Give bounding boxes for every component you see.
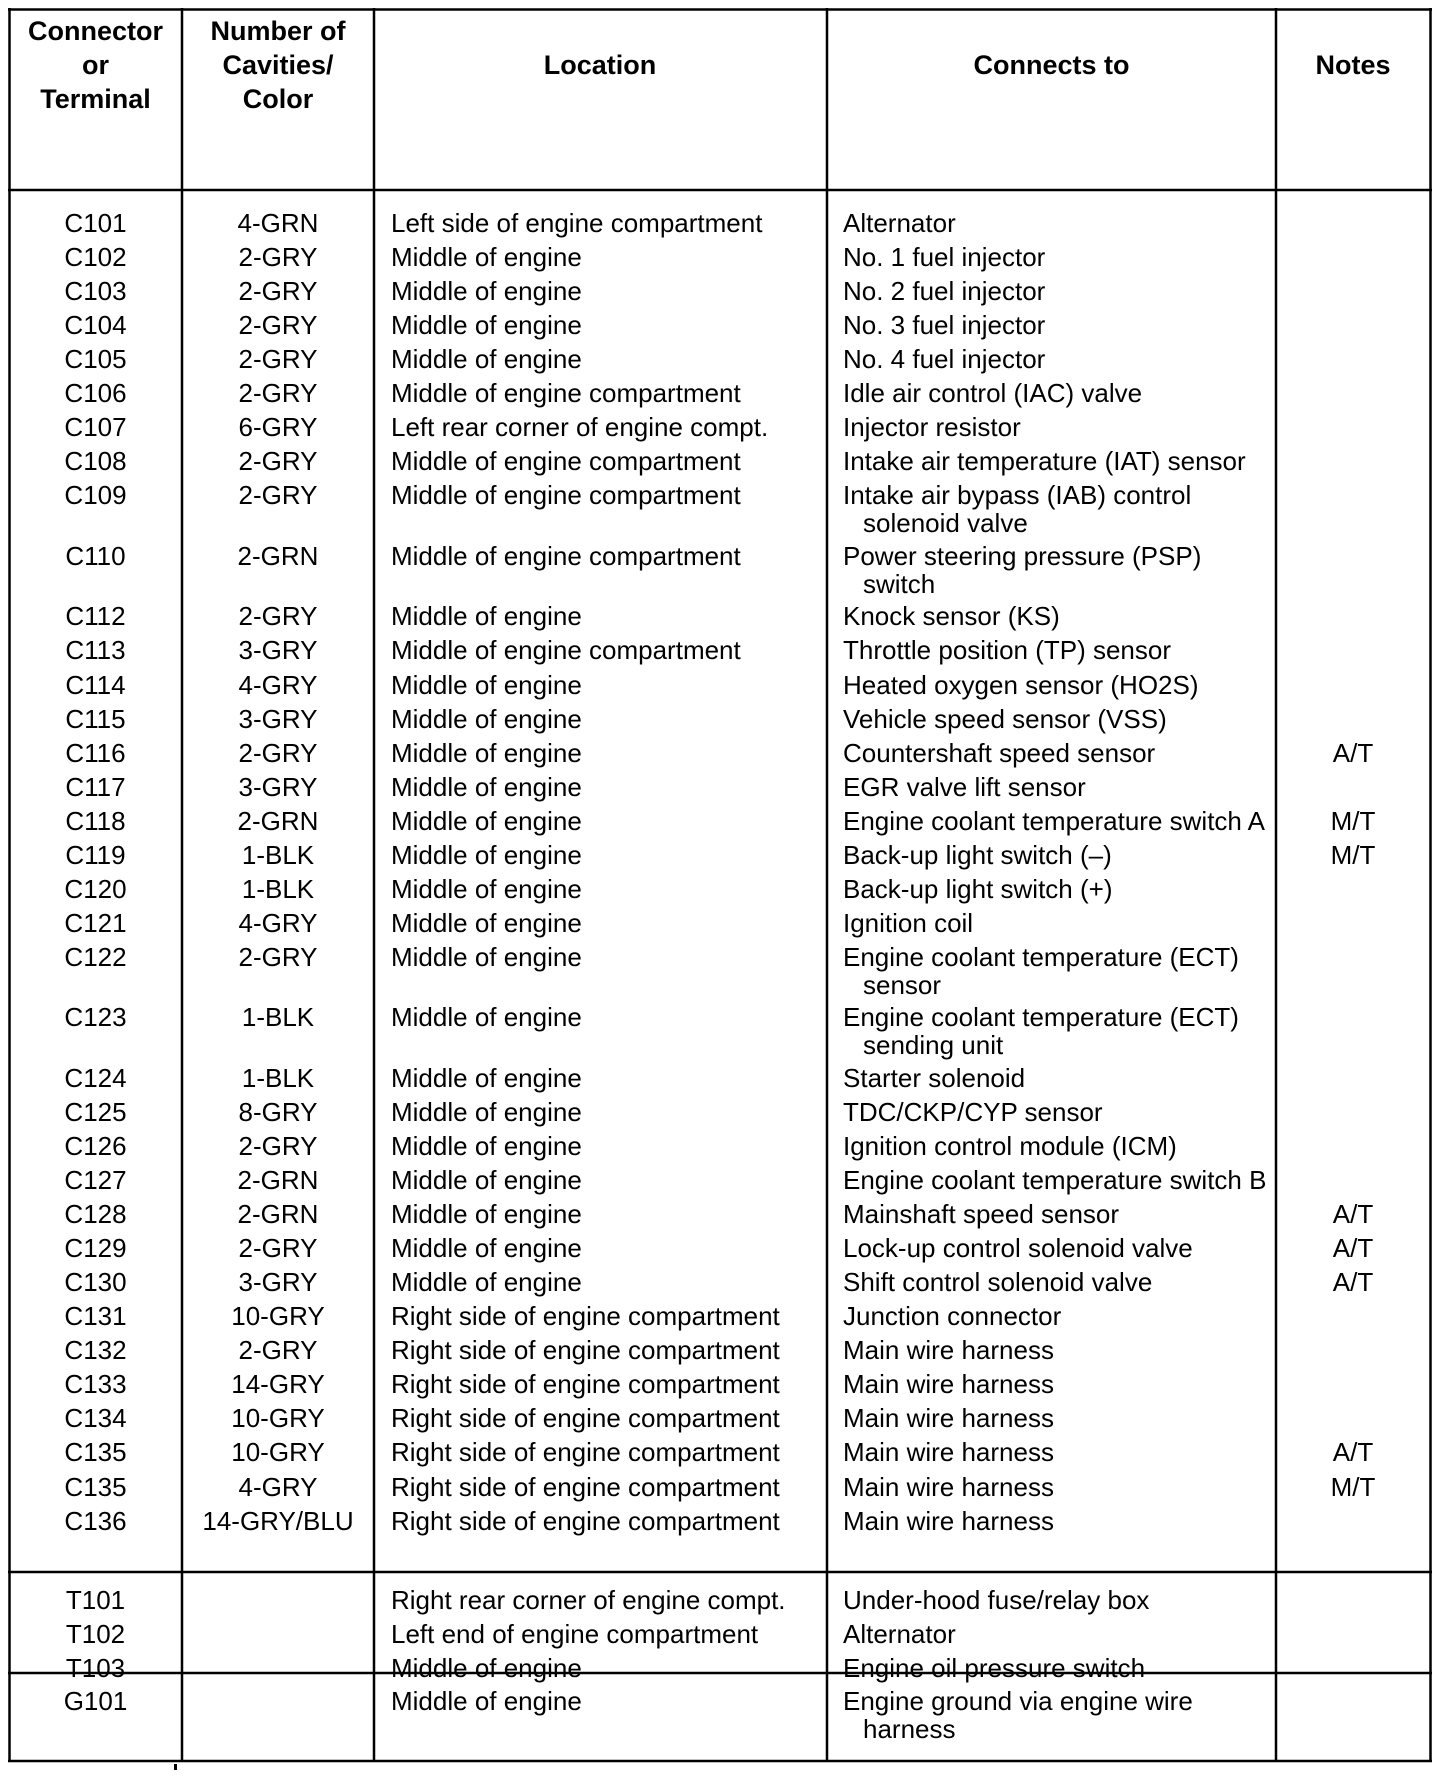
cell-location: Middle of engine	[391, 1686, 582, 1716]
cell-connector-id: C102	[64, 242, 127, 273]
cell-location: Middle of engine	[391, 703, 582, 734]
cell-connector-id: C127	[64, 1165, 127, 1196]
cell-connector-id: C114	[65, 669, 126, 700]
cell-connects-to: Junction connector	[843, 1301, 1062, 1332]
cell-cavities-color: 2-GRY	[238, 737, 318, 768]
cell-cavities-color: 2-GRN	[237, 1165, 319, 1196]
header-line: or	[82, 50, 109, 80]
cell-connects-to: Idle air control (IAC) valve	[843, 378, 1143, 409]
cell-location: Middle of engine	[391, 601, 582, 632]
cell-connects-to: Knock sensor (KS)	[843, 601, 1060, 632]
cell-connector-id: G101	[63, 1686, 128, 1716]
cell-connects-to: Lock-up control solenoid valve	[843, 1233, 1193, 1264]
cell-location: Right side of engine compartment	[391, 1403, 780, 1434]
cell-cavities-color: 1-BLK	[241, 873, 315, 904]
cell-location: Middle of engine	[391, 941, 582, 972]
cell-connector-id: C136	[64, 1505, 127, 1536]
cell-location: Middle of engine	[391, 276, 582, 307]
header-line: Notes	[1315, 50, 1391, 80]
cell-cavities-color: 14-GRY/BLU	[202, 1505, 354, 1536]
cell-connector-id: C106	[64, 378, 127, 409]
cell-connects-to: Main wire harness	[843, 1403, 1054, 1434]
cell-location: Middle of engine	[391, 1062, 582, 1093]
header-line: Terminal	[40, 84, 151, 114]
cell-connector-id: C104	[64, 310, 127, 341]
cell-connector-id: C108	[64, 446, 127, 477]
cell-cavities-color: 14-GRY	[231, 1369, 325, 1400]
cell-location: Middle of engine compartment	[391, 480, 741, 511]
header-line: Connects to	[973, 50, 1130, 80]
cell-connects-to: Intake air temperature (IAT) sensor	[843, 446, 1246, 477]
cell-location: Middle of engine	[391, 1131, 582, 1161]
cell-connector-id: T101	[65, 1585, 126, 1615]
cell-connects-to: Starter solenoid	[843, 1062, 1026, 1093]
cell-cavities-color: 2-GRY	[238, 1335, 318, 1366]
cell-location: Middle of engine	[391, 737, 582, 768]
cell-cavities-color: 2-GRY	[238, 276, 318, 307]
cell-connector-id: C105	[64, 344, 127, 375]
cell-location: Right side of engine compartment	[391, 1437, 780, 1468]
cell-connects-to: Throttle position (TP) sensor	[843, 635, 1172, 666]
cell-connects-to: Mainshaft speed sensor	[843, 1199, 1120, 1230]
cell-connector-id: T102	[65, 1619, 126, 1650]
cell-location: Middle of engine	[391, 669, 582, 700]
cell-connects-to: Heated oxygen sensor (HO2S)	[843, 669, 1199, 700]
cell-notes: A/T	[1332, 737, 1374, 768]
cell-connector-id: C124	[64, 1062, 127, 1093]
cell-notes: A/T	[1332, 1199, 1374, 1230]
connects-to-line: Power steering pressure (PSP)	[843, 540, 1202, 571]
cell-notes: A/T	[1332, 1267, 1374, 1298]
header-line: Number of	[210, 16, 346, 46]
cell-location: Middle of engine	[391, 1096, 582, 1127]
cell-location: Middle of engine	[391, 771, 582, 802]
cell-connector-id: C125	[64, 1096, 127, 1127]
header-line: Location	[543, 50, 657, 80]
cell-location: Middle of engine	[391, 1165, 582, 1196]
cell-connector-id: C112	[65, 601, 126, 632]
cell-cavities-color: 2-GRY	[238, 242, 318, 273]
cell-connects-to: Main wire harness	[843, 1471, 1054, 1502]
cell-connects-to: Ignition control module (ICM)	[843, 1131, 1177, 1161]
cell-cavities-color: 3-GRY	[238, 703, 318, 734]
cell-cavities-color: 8-GRY	[238, 1096, 318, 1127]
header-line: Color	[242, 84, 314, 114]
cell-connects-to: Countershaft speed sensor	[843, 737, 1156, 768]
cell-location: Middle of engine compartment	[391, 446, 741, 477]
cell-connector-id: C131	[64, 1301, 127, 1332]
cell-cavities-color: 3-GRY	[238, 1267, 318, 1298]
cell-location: Right side of engine compartment	[391, 1335, 780, 1366]
cell-connects-to: No. 3 fuel injector	[843, 310, 1046, 341]
cell-location: Right side of engine compartment	[391, 1369, 780, 1400]
cell-location: Middle of engine	[391, 1653, 582, 1684]
cell-connects-to: Shift control solenoid valve	[843, 1267, 1153, 1298]
cell-connector-id: C134	[64, 1403, 127, 1434]
cell-cavities-color: 4-GRY	[238, 907, 318, 938]
cell-connects-to: Engine oil pressure switch	[843, 1653, 1146, 1684]
cell-notes: M/T	[1330, 805, 1376, 836]
connects-to-line: switch	[863, 568, 936, 599]
connects-to-line: Engine coolant temperature (ECT)	[843, 1002, 1239, 1033]
cell-connector-id: C110	[65, 540, 126, 571]
connects-to-line: Intake air bypass (IAB) control	[843, 480, 1192, 511]
cell-location: Left side of engine compartment	[391, 208, 763, 238]
cell-connects-to	[843, 942, 1239, 998]
cell-cavities-color: 4-GRN	[237, 208, 319, 238]
cell-location: Right rear corner of engine compt.	[391, 1585, 786, 1615]
cell-connects-to: Main wire harness	[843, 1335, 1054, 1366]
cell-location: Middle of engine	[391, 1002, 582, 1033]
cell-location: Middle of engine	[391, 1233, 582, 1264]
cell-location: Middle of engine	[391, 1199, 582, 1230]
cell-location: Right side of engine compartment	[391, 1505, 780, 1536]
cell-location: Middle of engine	[391, 805, 582, 836]
header-line: Connector	[28, 16, 163, 46]
cell-connects-to: Under-hood fuse/relay box	[843, 1585, 1150, 1615]
cell-cavities-color: 2-GRY	[238, 310, 318, 341]
connects-to-line: solenoid valve	[863, 508, 1028, 539]
cell-cavities-color: 10-GRY	[231, 1437, 325, 1468]
cell-cavities-color: 2-GRN	[237, 1199, 319, 1230]
header-location	[374, 48, 826, 82]
header-connects-to	[827, 48, 1276, 82]
cell-connects-to: EGR valve lift sensor	[843, 771, 1086, 802]
cell-location: Middle of engine	[391, 344, 582, 375]
header-line: Cavities/	[222, 50, 334, 80]
connects-to-line: Engine ground via engine wire	[843, 1686, 1193, 1716]
cell-notes: M/T	[1330, 839, 1376, 870]
header-notes	[1276, 48, 1430, 82]
cell-location: Middle of engine compartment	[391, 635, 741, 666]
cell-connector-id: C119	[65, 839, 126, 870]
cell-connector-id: C132	[64, 1335, 127, 1366]
cell-connector-id: C121	[64, 907, 127, 938]
cell-cavities-color: 4-GRY	[238, 1471, 318, 1502]
cell-connector-id: C135	[64, 1437, 127, 1468]
cell-location: Middle of engine	[391, 242, 582, 273]
cell-connector-id: C107	[64, 412, 127, 443]
cell-connects-to: Main wire harness	[843, 1369, 1054, 1400]
connects-to-line: harness	[863, 1714, 956, 1744]
cell-notes: A/T	[1332, 1437, 1374, 1468]
cell-cavities-color: 2-GRY	[238, 378, 318, 409]
cell-cavities-color: 3-GRY	[238, 635, 318, 666]
cell-connector-id: C109	[64, 480, 127, 511]
cell-connector-id: C103	[64, 276, 127, 307]
cell-cavities-color: 1-BLK	[241, 1062, 315, 1093]
connector-table	[8, 8, 1432, 1770]
cell-connects-to: TDC/CKP/CYP sensor	[843, 1096, 1103, 1127]
cell-connector-id: C113	[65, 635, 126, 666]
cell-connects-to: Main wire harness	[843, 1505, 1054, 1536]
cell-cavities-color: 4-GRY	[238, 669, 318, 700]
cell-connects-to: Alternator	[843, 1619, 956, 1650]
cell-connects-to: Engine coolant temperature switch B	[843, 1165, 1267, 1196]
cell-connector-id: C101	[64, 208, 127, 238]
cell-cavities-color: 10-GRY	[231, 1301, 325, 1332]
cell-location: Right side of engine compartment	[391, 1301, 780, 1332]
cell-location: Middle of engine compartment	[391, 378, 741, 409]
cell-connects-to: Back-up light switch (–)	[843, 839, 1112, 870]
cell-connects-to: Alternator	[843, 208, 956, 238]
cell-cavities-color: 2-GRN	[237, 540, 319, 571]
cell-connector-id: C133	[64, 1369, 127, 1400]
cell-location: Middle of engine	[391, 839, 582, 870]
cell-notes: A/T	[1332, 1233, 1374, 1264]
corner-mark	[174, 1764, 177, 1770]
cell-cavities-color: 2-GRY	[238, 344, 318, 375]
cell-connects-to: Engine coolant temperature switch A	[843, 805, 1266, 836]
cell-connector-id: C116	[65, 737, 126, 768]
cell-connects-to: Injector resistor	[843, 412, 1021, 443]
cell-connector-id: C128	[64, 1199, 127, 1230]
connects-to-line: sensor	[863, 969, 942, 1000]
cell-connects-to: Vehicle speed sensor (VSS)	[843, 703, 1167, 734]
cell-connects-to	[843, 1002, 1239, 1061]
cell-connector-id: C135	[64, 1471, 127, 1502]
cell-cavities-color: 2-GRY	[238, 941, 318, 972]
cell-cavities-color: 1-BLK	[241, 1002, 315, 1033]
cell-cavities-color: 2-GRY	[238, 1233, 318, 1264]
cell-cavities-color: 2-GRY	[238, 446, 318, 477]
cell-connects-to: No. 1 fuel injector	[843, 242, 1046, 273]
cell-connector-id: C130	[64, 1267, 127, 1298]
cell-connector-id: C123	[64, 1002, 127, 1033]
cell-location: Middle of engine	[391, 1267, 582, 1298]
cell-location: Right side of engine compartment	[391, 1471, 780, 1502]
cell-connector-id: C117	[65, 771, 126, 802]
cell-cavities-color: 2-GRY	[238, 1131, 318, 1161]
cell-connects-to: No. 4 fuel injector	[843, 344, 1046, 375]
cell-cavities-color: 2-GRY	[238, 480, 318, 511]
cell-cavities-color: 10-GRY	[231, 1403, 325, 1434]
header-connector	[10, 14, 181, 116]
cell-cavities-color: 6-GRY	[238, 412, 318, 443]
cell-cavities-color: 3-GRY	[238, 771, 318, 802]
cell-location: Middle of engine	[391, 873, 582, 904]
cell-connector-id: C120	[64, 873, 127, 904]
cell-location: Middle of engine compartment	[391, 540, 741, 571]
cell-connector-id: C115	[65, 703, 126, 734]
cell-connector-id: C126	[64, 1131, 127, 1161]
cell-connector-id: C122	[64, 941, 127, 972]
cell-connects-to: Ignition coil	[843, 907, 974, 938]
cell-cavities-color: 2-GRY	[238, 601, 318, 632]
cell-connector-id: C129	[64, 1233, 127, 1264]
cell-connects-to: Back-up light switch (+)	[843, 873, 1113, 904]
cell-connects-to: No. 2 fuel injector	[843, 276, 1046, 307]
cell-connects-to	[843, 480, 1192, 539]
cell-location: Left end of engine compartment	[391, 1619, 759, 1650]
cell-notes: M/T	[1330, 1471, 1376, 1502]
connects-to-line: sending unit	[863, 1030, 1004, 1061]
header-cavities	[182, 14, 374, 116]
cell-location: Middle of engine	[391, 310, 582, 341]
cell-location: Middle of engine	[391, 907, 582, 938]
cell-cavities-color: 2-GRN	[237, 805, 319, 836]
cell-cavities-color: 1-BLK	[241, 839, 315, 870]
connects-to-line: Engine coolant temperature (ECT)	[843, 941, 1239, 972]
cell-connector-id: T103	[65, 1653, 126, 1684]
cell-location: Left rear corner of engine compt.	[391, 412, 769, 443]
cell-connector-id: C118	[65, 805, 126, 836]
cell-connects-to	[843, 1686, 1193, 1742]
cell-connects-to	[843, 541, 1201, 597]
cell-connects-to: Main wire harness	[843, 1437, 1054, 1468]
